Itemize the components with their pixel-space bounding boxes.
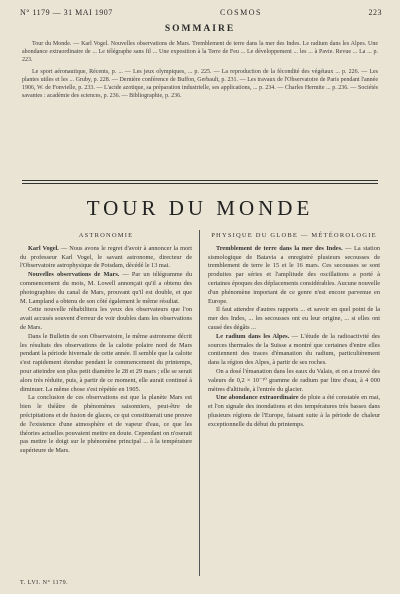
volume-footer: T. LVI. N° 1179. [20,580,69,586]
issue-number: N° 1179 — 31 MAI 1907 [20,7,113,17]
article-text: — Nous avons le regret d'avoir à annoncer la mort du professeur Karl Vogel, le savant astronome, directeur de l'Observatoire astrophysique de Potsdam, décédé le 13 mai. [20,244,193,270]
sommaire-title: SOMMAIRE [164,24,236,34]
article-paragraph [20,271,192,306]
article-text: — Par un télégramme du commencement du mois, M. Lowell annonçait qu'il a obtenu des photographies du canal de Mars, prouvant qu'il est double, et que M. Lampland a obtenu de son côté également le même résultat. [20,271,192,305]
rubric-heading: ASTRONOMIE [78,232,134,239]
article-paragraph [20,333,192,395]
rubric-heading: PHYSIQUE DU GLOBE — MÉTÉOROLOGIE [211,232,377,239]
article-title: Tremblement de terre dans la mer des Indes. [216,244,343,252]
article-title: Une abondance extraordinaire [216,394,299,402]
column-divider [199,230,200,576]
article-text: Dans le Bulletin de son Observatoire, le même astronome décrit les résultats des observations de la calotte polaire nord de Mars pendant la période hivernale de cette année. Il semble que la calotte s'est rapidement étendue pendant le commencement du printemps, pour atteindre son plus petit diamètre le 28 et 29 mars ; elle se serait alors très réduite, puis, à partir de ce moment, elle aurait continué à diminuer. La même chose s'est répétée en 1905. [20,332,192,393]
divider-rule-thick [22,180,378,181]
article-title: Le radium dans les Alpes. [216,332,290,340]
article-text: Cette nouvelle réhabilitera les yeux des observateurs que l'on avait accusés souvent d'erreur de voir doubles dans les observations de Mars. [20,306,192,331]
article-text: On a dosé l'émanation dans les eaux du Valais, et on a trouvé des valeurs de 0,2 × 10⁻¹⁰ gramme de radium par litre d'eau, à 4 000 mètres d'altitude, à l'entrée du glacier. [208,367,380,393]
article-text: de pluie a été constatée en mai, et l'on signale des inondations et des températures très basses dans plusieurs régions de l'Europe, faisant suite à la période de chaleur exceptionnelle du début du printemps. [208,394,380,428]
article-text: — La station sismologique de Batavia a enregistré plusieurs secousses de tremblement de terre le 15 et le 16 mars. Ces secousses se sont produites par séries et l'amplitude des oscillations a porté à certaines époques des déplacements considérables. Aucune nouvelle d'un phénomène important de ce genre n'est encore parvenue en Europe. [208,244,380,305]
article-text: — L'étude de la radioactivité des sources thermales de la Suisse a montré que certaines d'entre elles contiennent des traces d'émanation du radium, particulièrement dans la région des Alpes, à partir de ses roches. [208,332,380,367]
running-header [20,6,382,18]
article-paragraph [208,245,380,307]
article-paragraph [208,394,380,429]
article-text: La conclusion de ces observations est que la planète Mars est bien le théâtre de phénomènes saisonniers, peut-être de précipitations et de fusion de glaces, ce qui constituerait une preuve de l'existence d'une atmosphère et de vapeur d'eau, ce que les théories actuelles pouvaient mettre en doute. Cependant on n'oserait pas mettre le doigt sur le phénomène principal ... à la température supérieure de Mars. [20,394,192,455]
article-title: Nouvelles observations de Mars. [28,271,120,279]
page-number: 223 [368,7,382,17]
sommaire-paragraph: Le sport aéronautique, Récents, p. ... — Les jeux olympiques, ... p. 225. — La reproduction de la fécondité des végétaux ... p. 226. — Les plantes utiles et les ... Gruby, p. 228. — Dernière conférence de Buffon, Gerbault, p. 231. — Les travaux de l'Observatoire de Paris pendant l'année 1906, W. de Fonvielle, p. 233. — L'acide azotique, sa préparation industrielle, ses applications, ... p. 234. — Charles Hermite ... p. 236. — Sociétés savantes : académie des sciences, p. 236. — Bibliographie, p. 236. [22,68,378,100]
sommaire-paragraph: Tour du Monde. — Karl Vogel. Nouvelles observations de Mars. Tremblement de terre dans la mer des Indes. Le radium dans les Alpes. Une abondance extraordinaire de ... Le télégraphe sans fil ... Une exposition à la Terre de Feu ... Le développement ... les ... à Pavie. Revue ... La ... p. 223. [22,41,378,64]
divider-rule-thin [22,183,378,184]
article-paragraph [208,333,380,368]
sommaire-body [22,40,378,103]
right-column [208,232,380,430]
section-title: TOUR DU MONDE [86,196,314,220]
article-paragraph [208,368,380,394]
article-title: Karl Vogel. [28,244,59,252]
article-paragraph [20,394,192,456]
journal-name: COSMOS [220,7,262,17]
article-text: Il faut attendre d'autres rapports ... et savoir en quel point de la mer des Indes, ... les secousses ont eu leur origine, ... si elles ont causé des dégâts ... [208,306,380,331]
left-column [20,232,192,456]
article-paragraph [208,306,380,332]
article-paragraph [20,245,192,271]
article-paragraph [20,306,192,332]
